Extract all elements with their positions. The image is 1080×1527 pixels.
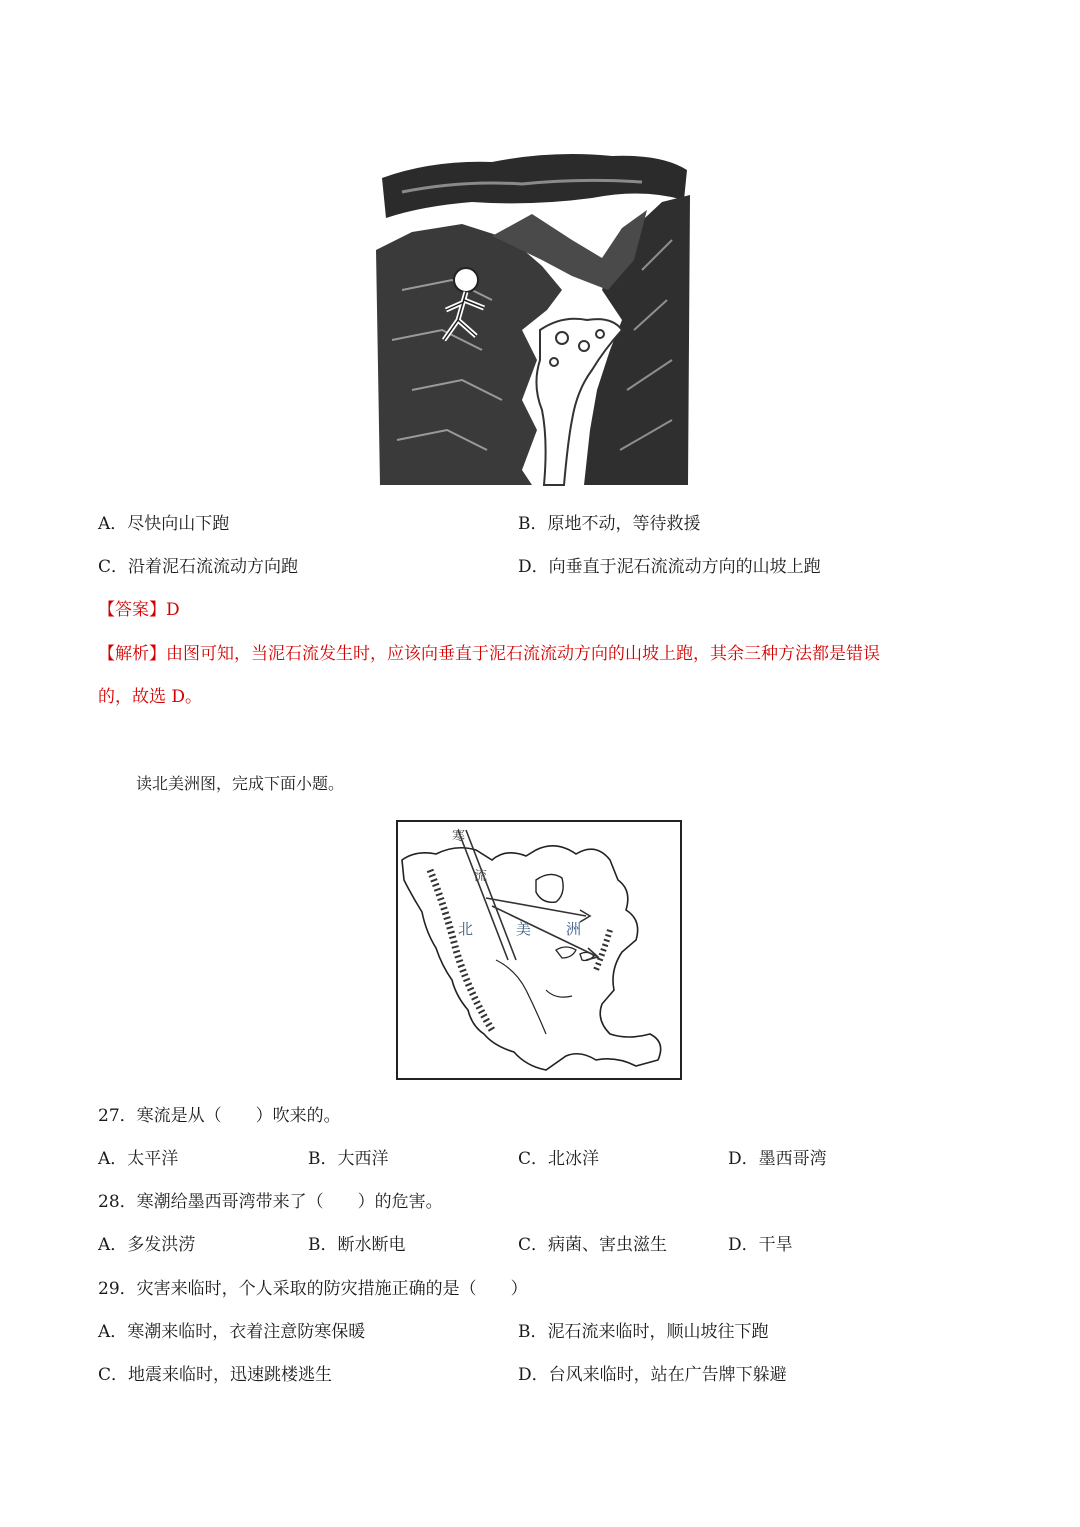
intro-text: 读北美洲图，完成下面小题。 — [136, 774, 345, 793]
q28-option-a: A．多发洪涝 — [98, 1235, 196, 1255]
q28-stem: 28．寒潮给墨西哥湾带来了（ ）的危害。 — [98, 1192, 443, 1212]
q27-option-c: C．北冰洋 — [518, 1149, 600, 1169]
q27-option-b: B．大西洋 — [308, 1149, 389, 1169]
q29-stem: 29．灾害来临时，个人采取的防灾措施正确的是（ ） — [98, 1279, 528, 1299]
q27-option-d: D．墨西哥湾 — [728, 1149, 827, 1169]
q27-stem: 27．寒流是从（ ）吹来的。 — [98, 1106, 341, 1126]
answer-line — [98, 602, 180, 619]
north-america-map — [396, 820, 682, 1080]
q28-option-c: C．病菌、害虫滋生 — [518, 1235, 668, 1255]
q26-option-d: D．向垂直于泥石流流动方向的山坡上跑 — [518, 557, 821, 577]
answer-value: D — [166, 600, 180, 620]
analysis-text-1: 由图可知，当泥石流发生时，应该向垂直于泥石流流动方向的山坡上跑，其余三种方法都是错误 — [166, 644, 880, 664]
mudslide-illustration — [372, 140, 690, 488]
q26-option-b: B．原地不动，等待救援 — [518, 514, 701, 534]
analysis-line-1 — [98, 646, 880, 663]
answer-tag: 【答案】 — [98, 600, 166, 620]
q29-option-d: D．台风来临时，站在广告牌下躲避 — [518, 1365, 787, 1385]
q28-option-d: D．干旱 — [728, 1235, 793, 1255]
map-label-liu: 流 — [474, 869, 488, 884]
analysis-line-2: 的，故选 D。 — [98, 687, 203, 707]
map-label-zhou: 洲 — [566, 920, 582, 938]
q28-option-b: B．断水断电 — [308, 1235, 406, 1255]
analysis-tag: 【解析】 — [98, 644, 166, 664]
map-label-mei: 美 — [516, 920, 532, 938]
map-label-han: 寒 — [452, 829, 466, 844]
q26-option-a: A．尽快向山下跑 — [98, 514, 230, 534]
q27-option-a: A．太平洋 — [98, 1149, 179, 1169]
q29-option-c: C．地震来临时，迅速跳楼逃生 — [98, 1365, 333, 1385]
q26-option-c: C．沿着泥石流流动方向跑 — [98, 557, 299, 577]
q29-option-b: B．泥石流来临时，顺山坡往下跑 — [518, 1322, 769, 1342]
map-label-north: 北 — [458, 920, 474, 938]
q29-option-a: A．寒潮来临时，衣着注意防寒保暖 — [98, 1322, 366, 1342]
